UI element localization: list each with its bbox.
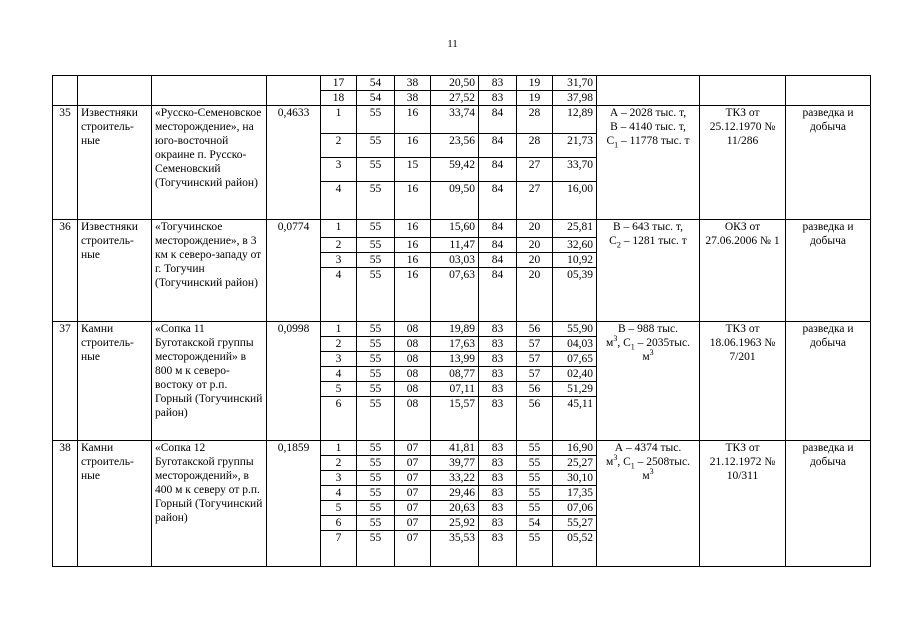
coord-lon-m: 56 (517, 382, 553, 397)
coord-lon-d: 84 (479, 220, 517, 238)
coord-lon-s: 10,92 (553, 253, 597, 268)
reserves-text: А – 4374 тыс. (614, 442, 682, 454)
coord-lat-s: 39,77 (431, 456, 479, 471)
coord-lat-s: 33,74 (431, 106, 479, 134)
coord-lon-m: 55 (517, 486, 553, 501)
entry-type: Известняки строитель-ные (78, 106, 152, 220)
coord-n: 1 (321, 322, 357, 337)
coord-n: 2 (321, 238, 357, 253)
coord-lon-s: 05,52 (553, 531, 597, 567)
coord-lon-m: 20 (517, 220, 553, 238)
coord-lat-m: 08 (395, 352, 431, 367)
entry-protocol: ТКЗ от 25.12.1970 № 11/286 (700, 106, 786, 220)
reserves-text: , С (617, 337, 631, 349)
reserves-text: 1 (614, 140, 619, 150)
coord-lat-d: 55 (357, 352, 395, 367)
table-row (53, 76, 871, 91)
coord-lat-m: 07 (395, 516, 431, 531)
coord-lon-m: 20 (517, 253, 553, 268)
coord-lon-m: 57 (517, 367, 553, 382)
reserves-text: 1 (630, 342, 635, 352)
coord-lat-s: 13,99 (431, 352, 479, 367)
coord-lat-m: 07 (395, 531, 431, 567)
coord-lat-s: 07,63 (431, 268, 479, 322)
coord-lon-d: 84 (479, 238, 517, 253)
coord-lon-s: 16,00 (553, 182, 597, 220)
coord-lon-m: 57 (517, 352, 553, 367)
entry-num: 36 (53, 220, 78, 322)
coord-lat-d: 55 (357, 486, 395, 501)
coord-lat-d: 55 (357, 158, 395, 182)
coord-lon-s: 21,73 (553, 134, 597, 158)
coord-lat-s: 25,92 (431, 516, 479, 531)
reserves-text: тыс. м (642, 456, 690, 482)
reserves-text: В – 643 тыс. т, (613, 221, 683, 233)
coord-n: 17 (321, 76, 357, 91)
table-row (53, 106, 871, 134)
coord-lat-s: 23,56 (431, 134, 479, 158)
coord-lon-m: 28 (517, 106, 553, 134)
coord-lat-m: 08 (395, 337, 431, 352)
entry-protocol (700, 76, 786, 106)
coord-n: 4 (321, 486, 357, 501)
coord-lon-m: 27 (517, 182, 553, 220)
reserves-text: 3 (649, 348, 654, 358)
coord-n: 5 (321, 382, 357, 397)
coord-lat-s: 20,63 (431, 501, 479, 516)
coord-n: 2 (321, 456, 357, 471)
entry-num: 38 (53, 441, 78, 567)
coord-n: 6 (321, 516, 357, 531)
coord-lat-m: 16 (395, 182, 431, 220)
coord-lat-s: 29,46 (431, 486, 479, 501)
coord-lat-d: 55 (357, 238, 395, 253)
coord-lat-m: 16 (395, 220, 431, 238)
coord-lon-s: 55,27 (553, 516, 597, 531)
reserves-text: С (609, 235, 617, 247)
coord-lon-s: 25,81 (553, 220, 597, 238)
entry-reserves (597, 220, 700, 322)
entry-name: «Сопка 12 Буготакской группы месторождений», в 400 м к северу от р.п. Горный (Тогучинский район) (152, 441, 267, 567)
coord-n: 4 (321, 268, 357, 322)
coord-lon-m: 55 (517, 471, 553, 486)
coord-lat-d: 55 (357, 268, 395, 322)
coord-lon-m: 55 (517, 456, 553, 471)
coord-lon-d: 83 (479, 456, 517, 471)
coord-lon-m: 54 (517, 516, 553, 531)
reserves-text: – 2035 (634, 337, 670, 349)
coord-lat-s: 41,81 (431, 441, 479, 456)
entry-reserves (597, 76, 700, 106)
coord-lat-d: 55 (357, 134, 395, 158)
coord-lon-d: 83 (479, 367, 517, 382)
entry-purpose: разведка и добыча (786, 441, 871, 567)
coord-lon-d: 83 (479, 91, 517, 106)
coord-lon-s: 04,03 (553, 337, 597, 352)
coord-lat-d: 55 (357, 397, 395, 441)
coord-lon-s: 16,90 (553, 441, 597, 456)
coord-n: 4 (321, 367, 357, 382)
table-row (53, 441, 871, 456)
entry-type: Известняки строитель-ные (78, 220, 152, 322)
reserves-text: 2 (616, 240, 621, 250)
coord-lat-d: 54 (357, 76, 395, 91)
entry-num (53, 76, 78, 106)
coord-lat-m: 16 (395, 134, 431, 158)
entry-area: 0,0998 (267, 322, 321, 441)
entry-reserves (597, 441, 700, 567)
coord-lon-d: 83 (479, 322, 517, 337)
coord-lat-d: 55 (357, 501, 395, 516)
coord-lat-s: 17,63 (431, 337, 479, 352)
coord-lon-d: 84 (479, 268, 517, 322)
coord-lon-m: 56 (517, 397, 553, 441)
coord-lat-m: 08 (395, 367, 431, 382)
coord-lon-m: 56 (517, 322, 553, 337)
entry-name: «Сопка 11 Буготакской группы месторождений» в 800 м к северо-востоку от р.п. Горный (Тогучинский район) (152, 322, 267, 441)
entry-purpose: разведка и добыча (786, 106, 871, 220)
coord-n: 3 (321, 352, 357, 367)
entry-num: 37 (53, 322, 78, 441)
reserves-text: В – 988 тыс. (617, 323, 679, 335)
coord-lat-d: 55 (357, 441, 395, 456)
coord-lat-d: 55 (357, 220, 395, 238)
coord-lat-s: 03,03 (431, 253, 479, 268)
reserves-text: 3 (613, 334, 618, 344)
coord-lon-m: 19 (517, 76, 553, 91)
coord-lon-s: 25,27 (553, 456, 597, 471)
coord-lon-s: 17,35 (553, 486, 597, 501)
coord-lon-m: 27 (517, 158, 553, 182)
coord-lon-d: 84 (479, 106, 517, 134)
reserves-text: тыс. м (642, 337, 690, 363)
coord-lon-s: 05,39 (553, 268, 597, 322)
coord-lat-m: 08 (395, 322, 431, 337)
coord-lat-s: 15,60 (431, 220, 479, 238)
coord-lon-s: 12,89 (553, 106, 597, 134)
coord-lat-m: 16 (395, 106, 431, 134)
entry-area: 0,1859 (267, 441, 321, 567)
coord-lon-m: 19 (517, 91, 553, 106)
coord-lat-s: 15,57 (431, 397, 479, 441)
coord-lat-m: 16 (395, 238, 431, 253)
coord-lon-d: 83 (479, 76, 517, 91)
entry-type: Камни строитель-ные (78, 322, 152, 441)
entry-purpose: разведка и добыча (786, 220, 871, 322)
coord-lat-m: 15 (395, 158, 431, 182)
coord-lat-d: 55 (357, 182, 395, 220)
coord-lat-d: 55 (357, 322, 395, 337)
coord-lat-s: 27,52 (431, 91, 479, 106)
coord-lat-m: 16 (395, 253, 431, 268)
coord-n: 2 (321, 337, 357, 352)
coord-n: 1 (321, 441, 357, 456)
entry-protocol: ТКЗ от 21.12.1972 № 10/311 (700, 441, 786, 567)
coord-lon-s: 45,11 (553, 397, 597, 441)
coord-lat-m: 07 (395, 471, 431, 486)
coord-lon-m: 57 (517, 337, 553, 352)
coord-lat-d: 55 (357, 382, 395, 397)
reserves-text: А – 2028 тыс. т, (609, 107, 687, 119)
coord-lon-s: 07,65 (553, 352, 597, 367)
coord-lon-s: 55,90 (553, 322, 597, 337)
reserves-text: – 2508 (634, 456, 670, 468)
coord-lon-s: 33,70 (553, 158, 597, 182)
coord-lon-d: 83 (479, 397, 517, 441)
coord-lon-s: 07,06 (553, 501, 597, 516)
coord-lon-d: 84 (479, 253, 517, 268)
coord-lat-s: 59,42 (431, 158, 479, 182)
page-number: 11 (447, 38, 458, 50)
coord-lat-m: 07 (395, 486, 431, 501)
coord-lon-m: 28 (517, 134, 553, 158)
coord-lon-d: 84 (479, 158, 517, 182)
coord-lon-m: 55 (517, 501, 553, 516)
coord-n: 3 (321, 471, 357, 486)
coord-lat-d: 54 (357, 91, 395, 106)
coord-lat-s: 07,11 (431, 382, 479, 397)
coord-lon-d: 83 (479, 337, 517, 352)
coord-lon-m: 55 (517, 531, 553, 567)
coord-lat-s: 11,47 (431, 238, 479, 253)
coord-lat-d: 55 (357, 471, 395, 486)
coord-n: 6 (321, 397, 357, 441)
entry-protocol: ОКЗ от 27.06.2006 № 1 (700, 220, 786, 322)
coord-lon-m: 20 (517, 268, 553, 322)
entry-type: Камни строитель-ные (78, 441, 152, 567)
coord-n: 7 (321, 531, 357, 567)
coord-lon-d: 83 (479, 441, 517, 456)
coord-n: 3 (321, 158, 357, 182)
coord-lat-s: 35,53 (431, 531, 479, 567)
coord-n: 2 (321, 134, 357, 158)
coord-lat-s: 09,50 (431, 182, 479, 220)
reserves-text: м (606, 456, 614, 468)
reserves-text: С (606, 135, 615, 147)
coord-lon-s: 32,60 (553, 238, 597, 253)
coord-n: 1 (321, 106, 357, 134)
entry-reserves (597, 322, 700, 441)
entry-area: 0,0774 (267, 220, 321, 322)
reserves-text: , С (617, 456, 631, 468)
coord-lat-d: 55 (357, 106, 395, 134)
coord-lon-d: 83 (479, 531, 517, 567)
coord-lon-d: 83 (479, 486, 517, 501)
coord-lon-d: 83 (479, 352, 517, 367)
coord-lat-s: 33,22 (431, 471, 479, 486)
entry-protocol: ТКЗ от 18.06.1963 № 7/201 (700, 322, 786, 441)
entry-name: «Тогучинское месторождение», в 3 км к северо-западу от г. Тогучин (Тогучинский район) (152, 220, 267, 322)
table-row (53, 322, 871, 337)
coord-lon-s: 02,40 (553, 367, 597, 382)
coord-n: 4 (321, 182, 357, 220)
entry-name: «Русско-Семеновское месторождение», на юго-восточной окраине п. Русско-Семеновский (Тогучинский район) (152, 106, 267, 220)
coord-lon-d: 84 (479, 134, 517, 158)
coord-n: 3 (321, 253, 357, 268)
coord-lat-d: 55 (357, 253, 395, 268)
coord-lon-m: 20 (517, 238, 553, 253)
entry-reserves (597, 106, 700, 220)
coord-lon-d: 84 (479, 182, 517, 220)
coord-lat-s: 20,50 (431, 76, 479, 91)
coord-lon-d: 83 (479, 382, 517, 397)
coord-lat-d: 55 (357, 516, 395, 531)
coord-lon-d: 83 (479, 516, 517, 531)
coord-lat-m: 08 (395, 382, 431, 397)
coord-lat-d: 55 (357, 367, 395, 382)
deposits-table (52, 75, 871, 567)
coord-lon-s: 31,70 (553, 76, 597, 91)
reserves-text: – 11778 тыс. т (618, 135, 690, 147)
reserves-text: В – 4140 тыс. т, (610, 121, 686, 133)
entry-name (152, 76, 267, 106)
coord-lat-m: 16 (395, 268, 431, 322)
coord-lon-m: 55 (517, 441, 553, 456)
coord-lat-m: 07 (395, 456, 431, 471)
coord-lat-m: 38 (395, 91, 431, 106)
entry-area: 0,4633 (267, 106, 321, 220)
coord-lat-d: 55 (357, 337, 395, 352)
entry-purpose: разведка и добыча (786, 322, 871, 441)
coord-n: 5 (321, 501, 357, 516)
coord-lon-d: 83 (479, 501, 517, 516)
entry-type (78, 76, 152, 106)
coord-lat-m: 07 (395, 441, 431, 456)
entry-purpose (786, 76, 871, 106)
reserves-text: м (606, 337, 614, 349)
reserves-text: 3 (649, 467, 654, 477)
coord-lon-d: 83 (479, 471, 517, 486)
entry-area (267, 76, 321, 106)
coord-lon-s: 37,98 (553, 91, 597, 106)
coord-lon-s: 51,29 (553, 382, 597, 397)
reserves-text: 3 (613, 453, 618, 463)
table-row (53, 220, 871, 238)
coord-lat-s: 19,89 (431, 322, 479, 337)
coord-lat-m: 38 (395, 76, 431, 91)
coord-lat-m: 08 (395, 397, 431, 441)
coord-lon-s: 30,10 (553, 471, 597, 486)
reserves-text: 1 (630, 461, 635, 471)
coord-lat-s: 08,77 (431, 367, 479, 382)
entry-num: 35 (53, 106, 78, 220)
coord-lat-m: 07 (395, 501, 431, 516)
coord-lat-d: 55 (357, 531, 395, 567)
reserves-text: – 1281 тыс. т (620, 235, 687, 247)
coord-n: 18 (321, 91, 357, 106)
coord-n: 1 (321, 220, 357, 238)
coord-lat-d: 55 (357, 456, 395, 471)
